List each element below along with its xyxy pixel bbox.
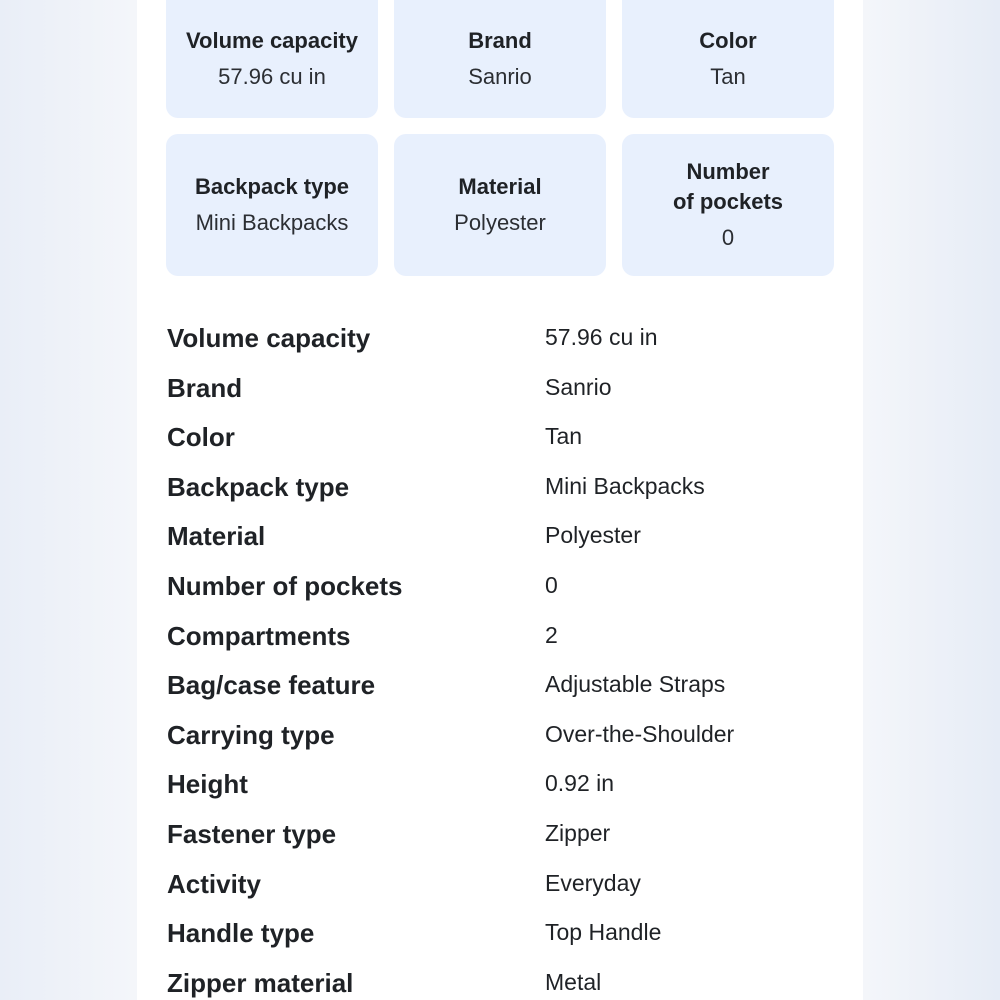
- spec-row: [167, 711, 847, 761]
- tile-backpack-type: [166, 134, 378, 276]
- spec-label: Height: [167, 769, 248, 800]
- spec-label: Number of pockets: [167, 570, 403, 601]
- spec-row: [167, 959, 847, 1000]
- tile-value: Tan: [710, 64, 746, 89]
- spec-row: [167, 810, 847, 860]
- spec-row: [167, 612, 847, 662]
- tile-value: Sanrio: [468, 64, 532, 89]
- product-specs-card: [137, 0, 863, 1000]
- tile-value: Polyester: [454, 210, 546, 235]
- spec-list: [167, 314, 847, 1000]
- spec-value: Adjustable Straps: [545, 671, 726, 698]
- spec-label: Material: [167, 521, 266, 552]
- tile-title: Color: [699, 28, 757, 53]
- spec-label: Color: [167, 422, 235, 453]
- spec-row: [167, 661, 847, 711]
- spec-row: [167, 314, 847, 364]
- spec-label: Backpack type: [167, 471, 350, 502]
- summary-tiles: [166, 0, 834, 276]
- tile-title: Volume capacity: [186, 28, 358, 53]
- tile-value: Mini Backpacks: [195, 210, 349, 235]
- tile-color: [622, 0, 834, 118]
- spec-label: Volume capacity: [167, 323, 371, 353]
- spec-value: Mini Backpacks: [545, 472, 705, 499]
- spec-label: Zipper material: [167, 967, 354, 998]
- tile-brand: [394, 0, 606, 118]
- spec-row: [167, 364, 847, 414]
- tile-value: 0: [721, 225, 735, 250]
- spec-value: 0.92 in: [545, 770, 615, 797]
- spec-label: Bag/case feature: [167, 670, 376, 701]
- spec-row: [167, 760, 847, 810]
- spec-value: 0: [545, 571, 558, 598]
- spec-value: Sanrio: [545, 373, 612, 400]
- spec-value: Over-the-Shoulder: [545, 720, 735, 747]
- spec-value: Zipper: [545, 819, 611, 846]
- spec-row: [167, 909, 847, 959]
- spec-value: Tan: [545, 423, 583, 450]
- spec-row: [167, 512, 847, 562]
- spec-value: 57.96 cu in: [545, 324, 658, 350]
- tile-title: Brand: [468, 28, 532, 53]
- tile-value: 57.96 cu in: [218, 64, 326, 89]
- spec-row: [167, 413, 847, 463]
- spec-value: Top Handle: [545, 919, 662, 946]
- tile-title: Material: [458, 174, 542, 199]
- spec-row: [167, 860, 847, 910]
- tile-title: Number of pockets: [672, 159, 784, 214]
- tile-volume-capacity: [166, 0, 378, 118]
- spec-label: Brand: [167, 372, 243, 403]
- spec-row: [167, 463, 847, 513]
- spec-value: Polyester: [545, 522, 641, 549]
- spec-label: Carrying type: [167, 719, 335, 750]
- spec-value: Metal: [545, 968, 602, 995]
- tile-number-of-pockets: [622, 134, 834, 276]
- tile-material: [394, 134, 606, 276]
- spec-row: [167, 562, 847, 612]
- spec-label: Handle type: [167, 918, 315, 949]
- spec-value: 2: [545, 621, 558, 648]
- tile-title: Backpack type: [194, 174, 350, 199]
- spec-label: Activity: [167, 868, 261, 899]
- spec-label: Compartments: [167, 620, 351, 651]
- spec-label: Fastener type: [167, 818, 337, 849]
- spec-value: Everyday: [545, 869, 641, 896]
